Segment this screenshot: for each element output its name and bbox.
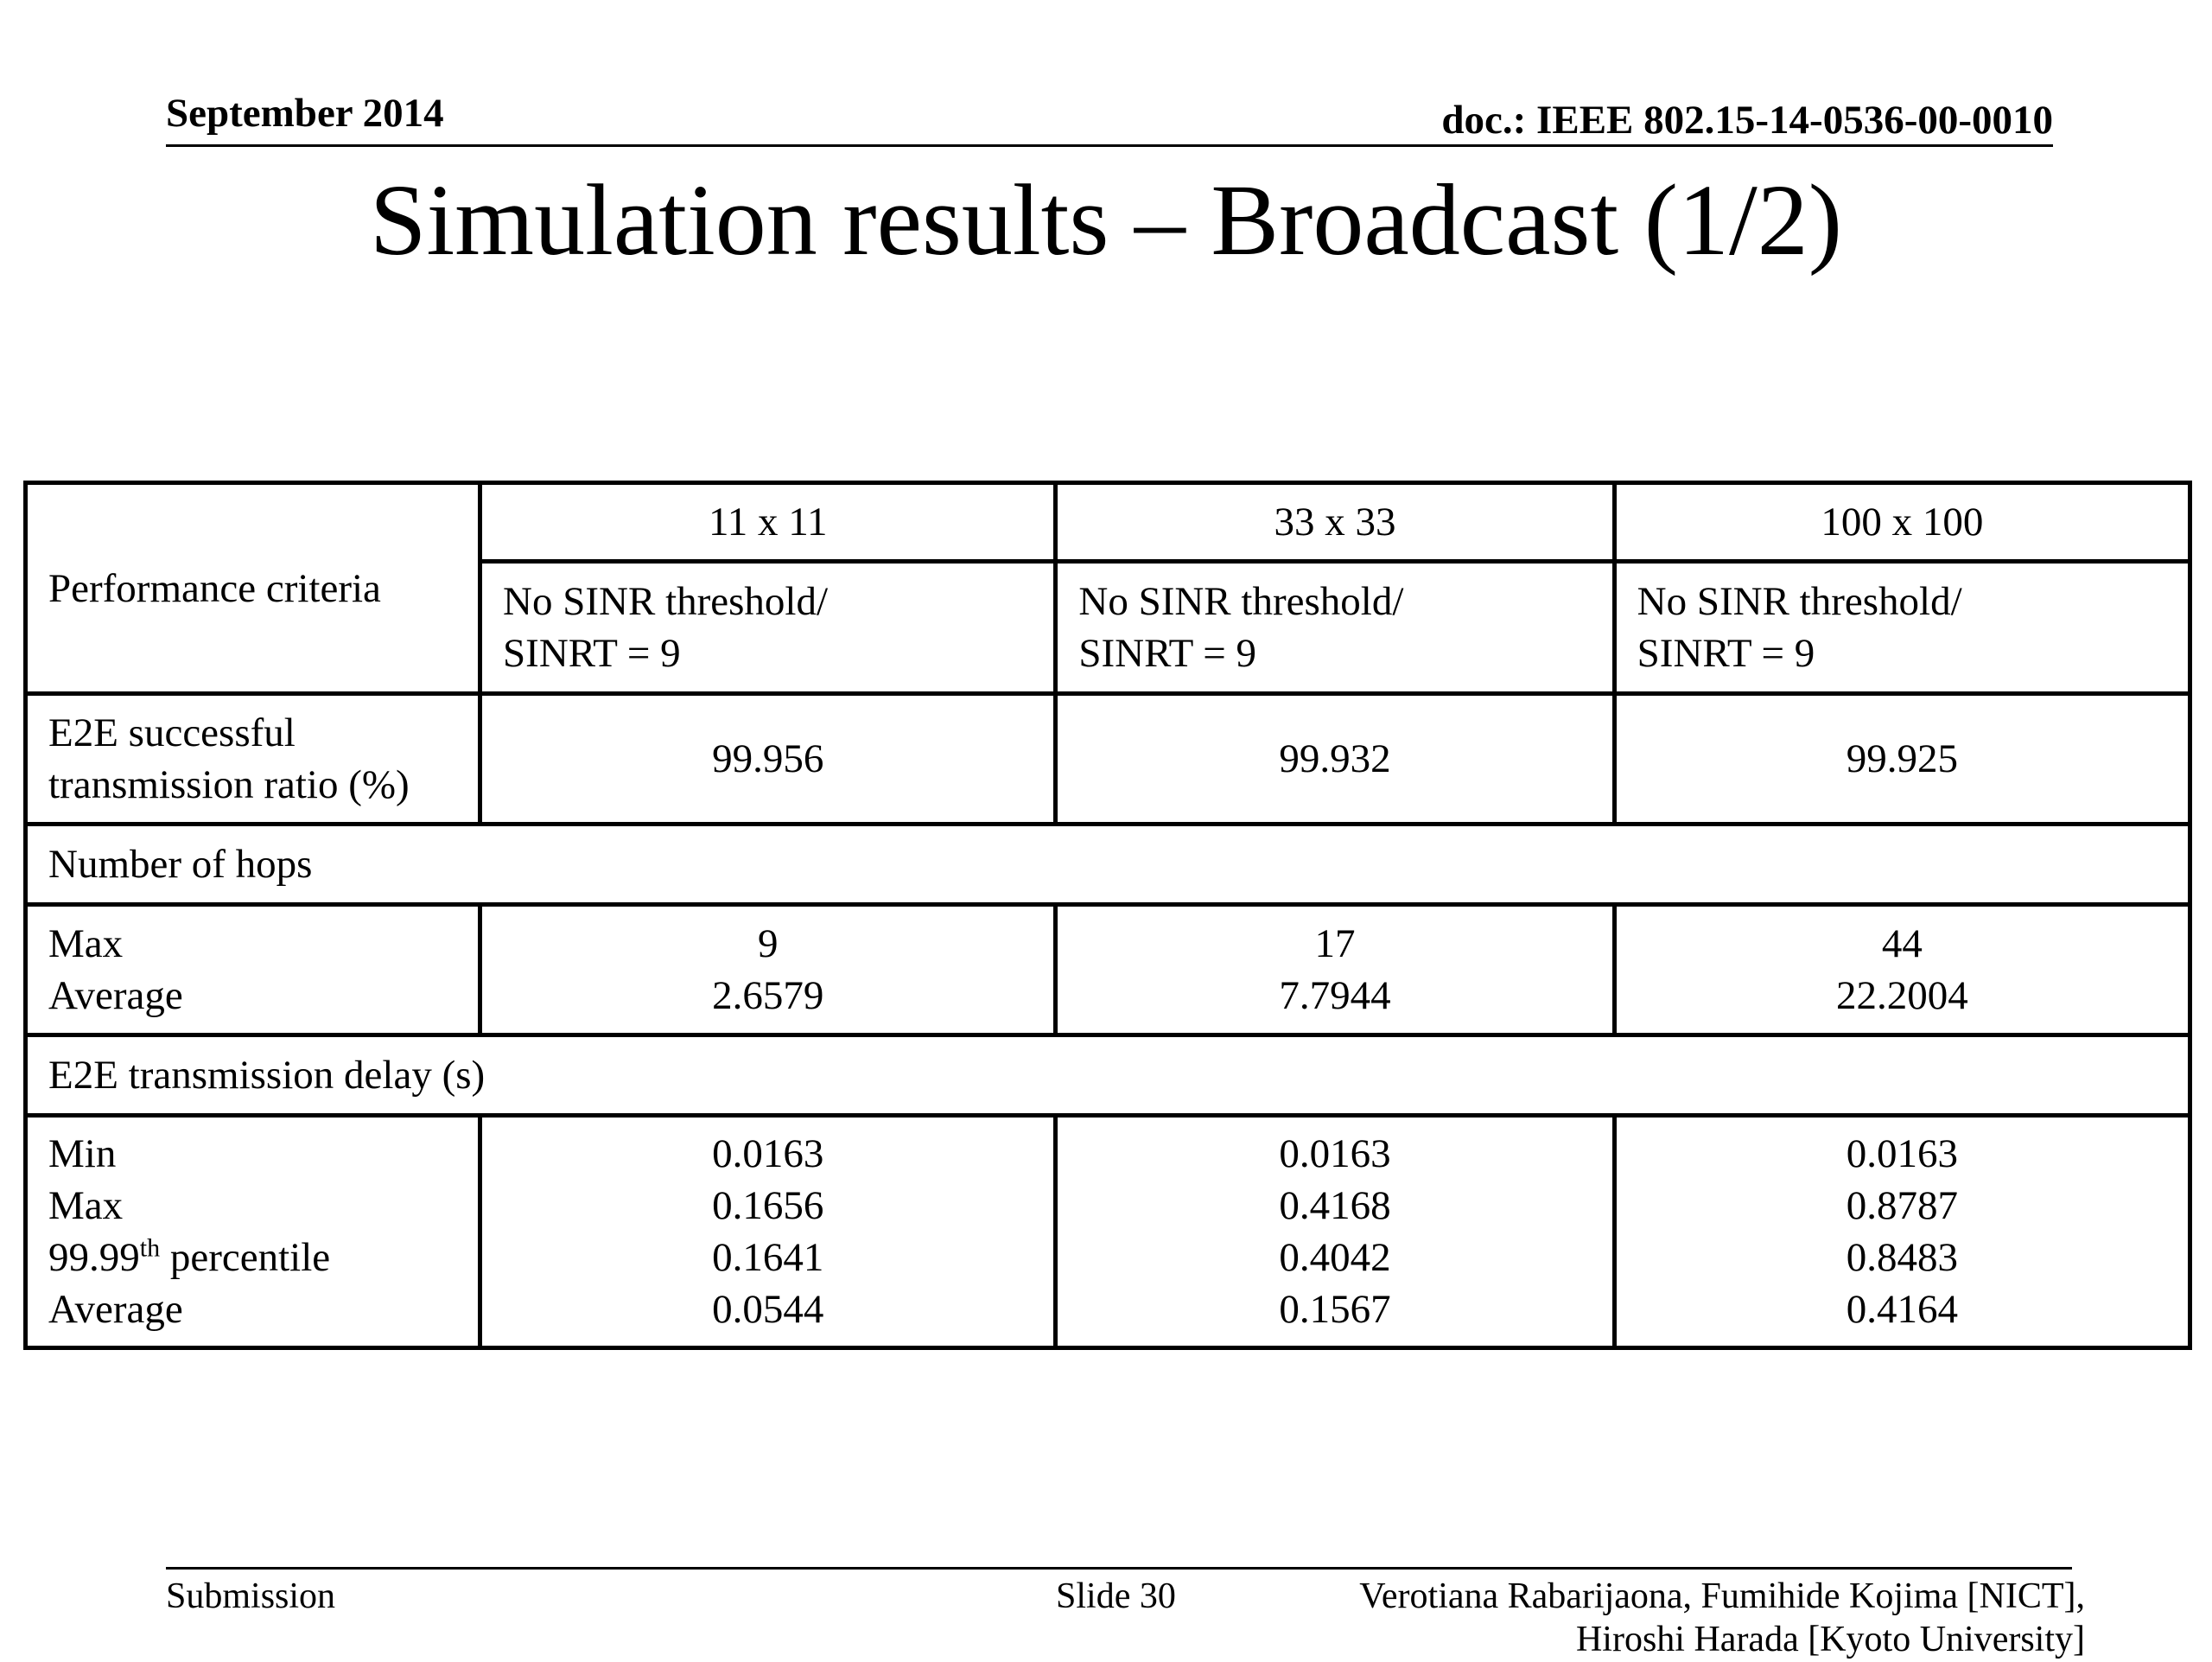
threshold-line: No SINR threshold/ bbox=[503, 579, 829, 624]
percentile-word: percentile bbox=[160, 1235, 331, 1280]
cell-value: 0.4042 bbox=[1279, 1235, 1391, 1280]
threshold-line: SINRT = 9 bbox=[1078, 631, 1256, 676]
row-label bbox=[26, 905, 480, 1035]
grid-size-header: 11 x 11 bbox=[480, 483, 1056, 562]
row-label-line: Max bbox=[48, 921, 124, 966]
footer-slide-number: Slide 30 bbox=[1056, 1576, 1176, 1616]
threshold-header bbox=[1056, 562, 1614, 694]
cell-value: 0.0163 bbox=[712, 1131, 824, 1176]
section-label: Number of hops bbox=[26, 825, 2190, 905]
table-row bbox=[26, 694, 2190, 825]
threshold-line: No SINR threshold/ bbox=[1637, 579, 1962, 624]
cell-value: 44 bbox=[1881, 921, 1923, 966]
footer-authors bbox=[1359, 1575, 2085, 1662]
threshold-header bbox=[480, 562, 1056, 694]
threshold-line: SINRT = 9 bbox=[503, 631, 681, 676]
table-cell bbox=[1056, 905, 1614, 1035]
results-table bbox=[23, 481, 2192, 1350]
section-row bbox=[26, 1035, 2190, 1116]
criteria-header-cell: Performance criteria bbox=[26, 483, 480, 694]
table-header-row bbox=[26, 483, 2190, 562]
cell-value: 7.7944 bbox=[1279, 973, 1391, 1018]
cell-value: 0.8787 bbox=[1846, 1183, 1958, 1228]
cell-value: 2.6579 bbox=[712, 973, 824, 1018]
cell-value: 0.1567 bbox=[1279, 1287, 1391, 1332]
table-cell bbox=[1056, 1116, 1614, 1348]
cell-value: 0.1656 bbox=[712, 1183, 824, 1228]
footer-authors-line: Hiroshi Harada [Kyoto University] bbox=[1575, 1620, 2085, 1660]
table-row bbox=[26, 905, 2190, 1035]
table-cell: 99.956 bbox=[480, 694, 1056, 825]
cell-value: 0.4168 bbox=[1279, 1183, 1391, 1228]
table-cell bbox=[1614, 1116, 2190, 1348]
threshold-header bbox=[1614, 562, 2190, 694]
row-label-line: E2E successful bbox=[48, 710, 296, 755]
cell-value: 9 bbox=[757, 921, 779, 966]
row-label-line: Average bbox=[48, 1287, 183, 1332]
cell-value: 0.4164 bbox=[1846, 1287, 1958, 1332]
table-cell bbox=[480, 1116, 1056, 1348]
cell-value: 0.0544 bbox=[712, 1287, 824, 1332]
header-date: September 2014 bbox=[166, 91, 444, 136]
table-row bbox=[26, 1116, 2190, 1348]
header-doc-id: doc.: IEEE 802.15-14-0536-00-0010 bbox=[1441, 98, 2053, 143]
cell-value: 0.1641 bbox=[712, 1235, 824, 1280]
table-cell bbox=[1614, 905, 2190, 1035]
row-label bbox=[26, 694, 480, 825]
cell-value: 17 bbox=[1314, 921, 1356, 966]
table-cell: 99.925 bbox=[1614, 694, 2190, 825]
row-label-line bbox=[48, 1232, 457, 1283]
table-cell: 99.932 bbox=[1056, 694, 1614, 825]
percentile-superscript: th bbox=[139, 1233, 161, 1263]
section-label: E2E transmission delay (s) bbox=[26, 1035, 2190, 1116]
table-cell bbox=[480, 905, 1056, 1035]
cell-value: 0.8483 bbox=[1846, 1235, 1958, 1280]
row-label-line: Max bbox=[48, 1183, 124, 1228]
cell-value: 0.0163 bbox=[1846, 1131, 1958, 1176]
footer-divider bbox=[166, 1567, 2072, 1570]
percentile-number: 99.99 bbox=[48, 1235, 140, 1280]
grid-size-header: 100 x 100 bbox=[1614, 483, 2190, 562]
row-label bbox=[26, 1116, 480, 1348]
row-label-line: Min bbox=[48, 1131, 117, 1176]
threshold-line: No SINR threshold/ bbox=[1078, 579, 1404, 624]
threshold-line: SINRT = 9 bbox=[1637, 631, 1815, 676]
footer-submission: Submission bbox=[166, 1576, 336, 1616]
footer-authors-line: Verotiana Rabarijaona, Fumihide Kojima [NICT], bbox=[1359, 1576, 2085, 1616]
slide-title: Simulation results – Broadcast (1/2) bbox=[369, 163, 1843, 277]
section-row bbox=[26, 825, 2190, 905]
header-divider bbox=[166, 144, 2053, 147]
row-label-line: transmission ratio (%) bbox=[48, 762, 410, 807]
cell-value: 22.2004 bbox=[1835, 973, 1968, 1018]
row-label-line: Average bbox=[48, 973, 183, 1018]
cell-value: 0.0163 bbox=[1279, 1131, 1391, 1176]
grid-size-header: 33 x 33 bbox=[1056, 483, 1614, 562]
